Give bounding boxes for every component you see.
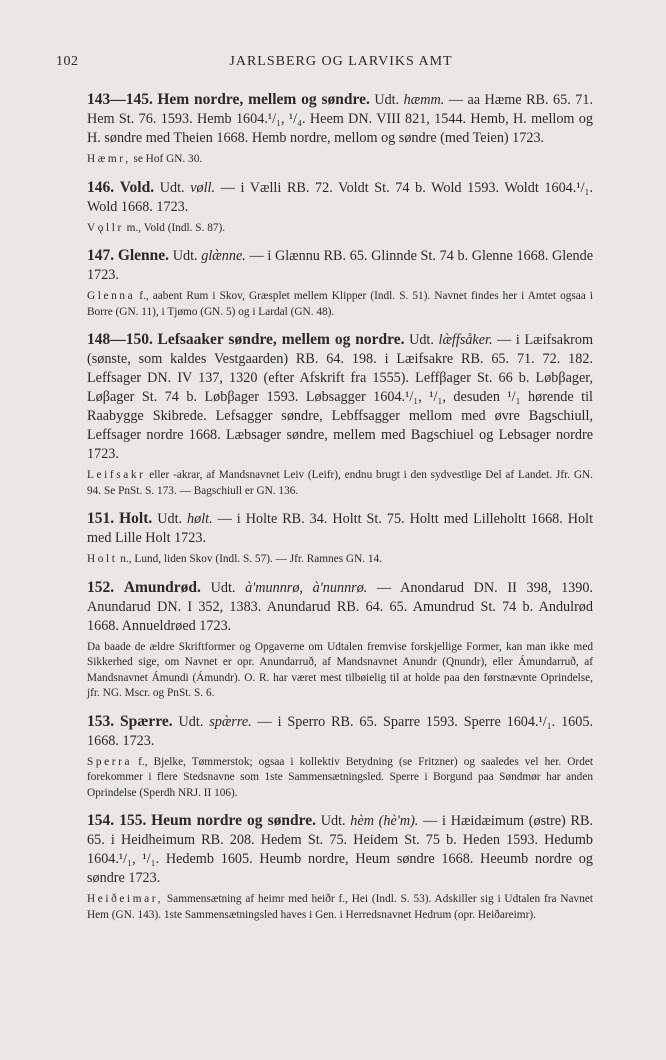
note-old-form: Hæmr, <box>87 153 131 165</box>
page-header <box>56 54 606 70</box>
entry-udt-label: Udt. <box>315 813 351 829</box>
entry-main <box>87 246 593 285</box>
entry-udt-label: Udt. <box>154 179 191 196</box>
entry-main <box>87 90 593 148</box>
note-text: f., Bjelke, Tømmerstok; ogsaa i kollektiv Betydning (se Fritzner) og saaledes vel her. Ordet forekommer i flere Stedsnavne som 1ste Sammensætningsled. Sperre i Borgund paa Søndmør har anden Oprindelse (Sperdh NRJ. II 106). <box>87 755 593 799</box>
entry-main <box>87 178 593 217</box>
entry-146 <box>87 178 593 237</box>
note-old-form: Vǫllr <box>87 221 124 234</box>
entry-sources: — aa Hæme RB. 65. 71. Hem St. 76. 1593. Hemb 1604.¹/₁, ¹/₄. Heem DN. VIII 821, 1544. Hemb, H. mellom og H. søndre med Theien 1668. Hemb nordre, mellom og søndre (med Teien) 1723. <box>87 92 594 146</box>
entry-147 <box>87 246 593 320</box>
entry-pronunciation: spæ̀rre. <box>209 713 252 730</box>
entry-sources: — i Sperro RB. 65. Sparre 1593. Sperre 1604.¹/₁. 1605. 1668. 1723. <box>87 713 594 749</box>
note-old-form: Heiðeimar, <box>87 893 164 905</box>
entry-number: 147. <box>87 247 115 264</box>
note-old-form: Holt <box>87 553 118 565</box>
entry-143-145 <box>87 90 593 168</box>
entry-153 <box>87 712 593 802</box>
entry-148-150 <box>87 330 593 499</box>
entry-udt-label: Udt. <box>404 332 439 348</box>
entry-farm-name: Glenne. <box>117 247 170 264</box>
note-text: m., Vold (Indl. S. 87). <box>123 221 226 234</box>
entry-udt-label: Udt. <box>172 713 210 730</box>
entry-main <box>87 330 593 464</box>
entry-151 <box>87 509 593 568</box>
entry-main <box>87 712 593 751</box>
entry-sources: — i Hæidæimum (østre) RB. 65. i Heidheimum RB. 208. Hedem St. 75. Heidem St. 75 b. Heden 1593. Hedumb 1604.¹/₁, ¹/₁. Hedemb 1605. Heumb nordre, Heum søndre 1668. Heeumb nordre og søndre 1723. <box>87 813 593 886</box>
entry-pronunciation: glæ̀nne. <box>201 248 246 264</box>
entry-note <box>87 892 593 923</box>
entry-pronunciation: hæmm. <box>403 92 445 108</box>
entry-farm-name: Hem nordre, mellem og søndre. <box>157 91 370 108</box>
entry-udt-label: Udt. <box>369 92 404 108</box>
entry-note <box>87 221 593 237</box>
entry-note <box>87 755 593 802</box>
entry-pronunciation: vøll. <box>190 179 216 196</box>
entry-sources: — i Glænnu RB. 65. Glinnde St. 74 b. Glenne 1668. Glende 1723. <box>87 248 594 283</box>
note-text: Da baade de ældre Skriftformer og Opgaverne om Udtalen fremvise forskjellige Former, kan man ikke med Sikkerhed sige, om Navnet er opr. Anundarruð, af Mandsnavnet Anundr (Qnundr), eller Ámundarruð, af Mandsnavnet Ámundi (Ámundr). O. R. har været mest tilbøielig til at holde paa den førstnævnte Oprindelse, jfr. NG. Mscr. og PnSt. S. 6. <box>87 640 593 699</box>
entry-number: 148—150. <box>87 331 153 348</box>
page-number: 102 <box>56 54 79 69</box>
note-old-form: Sperra <box>87 755 133 768</box>
entry-number: 152. <box>87 578 115 596</box>
entry-note <box>87 468 593 499</box>
entry-number: 151. <box>87 510 115 527</box>
entry-main <box>87 811 593 888</box>
entry-number: 143—145. <box>87 91 153 108</box>
entry-main <box>87 509 593 548</box>
note-old-form: Glenna <box>87 290 136 302</box>
entry-sources: — i Vælli RB. 72. Voldt St. 74 b. Wold 1593. Woldt 1604.¹/₁. Wold 1668. 1723. <box>87 179 594 215</box>
entry-number: 146. <box>87 178 115 196</box>
entry-note <box>87 289 593 320</box>
entry-pronunciation: hèm (hè'm). <box>350 813 419 829</box>
entry-number: 153. <box>87 712 115 730</box>
entry-number: 154. 155. <box>87 812 147 829</box>
entry-udt-label: Udt. <box>152 511 188 527</box>
entry-sources: — i Holte RB. 34. Holtt St. 75. Holtt med Lilleholtt 1668. Holt med Lille Holt 1723. <box>87 511 594 546</box>
running-title: JARLSBERG OG LARVIKS AMT <box>229 54 453 69</box>
entry-udt-label: Udt. <box>200 579 246 596</box>
entry-note <box>87 640 593 702</box>
entry-sources: — Anondarud DN. II 398, 1390. Anundarud DN. I 352, 1383. Anundarud RB. 64. 65. Amundrud St. 74 b. Andulrød 1668. Annueldrøed 1723. <box>87 579 594 634</box>
entry-farm-name: Heum nordre og søndre. <box>151 812 316 829</box>
entry-pronunciation: læ̀ffsåker. <box>438 332 493 348</box>
entry-farm-name: Holt. <box>119 510 153 527</box>
entry-farm-name: Vold. <box>119 178 155 196</box>
note-text: se Hof GN. 30. <box>130 153 203 165</box>
entry-main <box>87 578 593 636</box>
note-text: Sammensætning af heimr med heiðr f., Hei (Indl. S. 53). Adskiller sig i Udtalen fra Navnet Hem (GN. 143). 1ste Sammensætningsled haves i Gen. i Herredsnavnet Hedrum (opr. Heiðareimr). <box>87 893 593 921</box>
entry-154-155 <box>87 811 593 923</box>
entry-farm-name: Amundrød. <box>123 578 201 596</box>
note-old-form: Leifsakr <box>87 469 146 481</box>
entry-sources: — i Læifsakrom (sønste, som kaldes Vestgaarden) RB. 64. 198. i Læifsakre RB. 65. 71. 72. 182. Leffsager DN. IV 137, 1320 (efter Afskrift fra 1555). Leffβager St. 66 b. Løbβager, Løβager St. 74 b. Løbβager 1593. Løbsagger 1604.¹/₁, ¹/₁, desuden ¹/₁ hørende til Raabygge Skibrede. Lefsagger søndre, Lebffsagger mellom med øvre Bagschiull, Leffsager nordre 1668. Læbsager søndre, mellem med Bagschiuel og Lebsager nordre 1723. <box>87 332 594 462</box>
entry-pronunciation: à'munnrø, à'nunnrø. <box>245 579 368 596</box>
entry-note <box>87 552 593 568</box>
entry-pronunciation: hølt. <box>187 511 213 527</box>
note-text: n., Lund, liden Skov (Indl. S. 57). — Jfr. Ramnes GN. 14. <box>117 553 383 565</box>
entry-farm-name: Lefsaaker søndre, mellem og nordre. <box>157 331 405 348</box>
entry-udt-label: Udt. <box>169 248 202 264</box>
note-text: f., aabent Rum i Skov, Græsplet mellem Klipper (Indl. S. 51). Navnet findes her i Amtet ogsaa i Borre (GN. 11), i Tjømo (GN. 5) og i Lardal (GN. 48). <box>87 290 593 318</box>
entry-152 <box>87 578 593 702</box>
entry-note <box>87 152 593 168</box>
note-text: eller -akrar, af Mandsnavnet Leiv (Leifr), endnu brugt i den sydvestlige Del af Landet. Jfr. GN. 94. Se PnSt. S. 173. — Bagschiull er GN. 136. <box>87 469 593 497</box>
entries-body <box>87 90 593 933</box>
entry-farm-name: Spærre. <box>120 712 173 730</box>
